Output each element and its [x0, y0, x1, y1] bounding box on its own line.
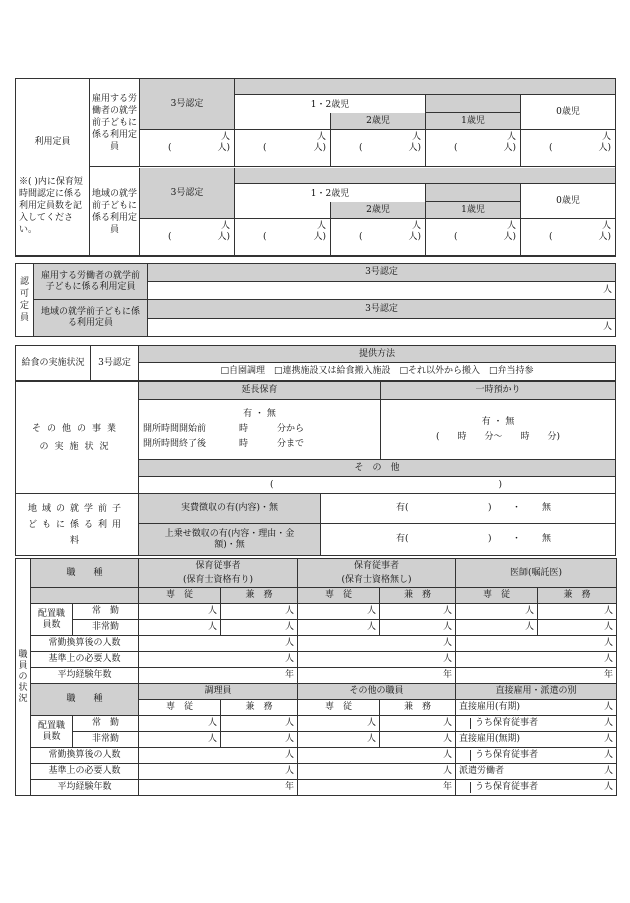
ninka-chiiki-label: 地域の就学前子どもに係る利用定員: [34, 300, 148, 337]
uchi-row-3[interactable]: うち保育従事者 人: [456, 780, 617, 796]
other-value[interactable]: [139, 477, 616, 494]
cell[interactable]: 年: [139, 668, 298, 684]
cell[interactable]: 人: [139, 764, 298, 780]
paren-open: (: [359, 232, 363, 242]
kyushoku-options[interactable]: □自園調理 □連携施設又は給食搬入施設 □それ以外から搬入 □弁当持参: [139, 363, 616, 381]
koyou-h12: 1・2歳児: [235, 95, 426, 130]
riyouryo-label: 地域の就学前子どもに係る利用料: [16, 494, 139, 556]
cell[interactable]: 人: [139, 716, 221, 732]
ninka-koyou-value[interactable]: 人: [148, 282, 616, 300]
ninka-teiin-table: [15, 263, 616, 337]
open-before-label: 開所時間開始前: [143, 424, 207, 434]
chiiki-value-3[interactable]: [426, 219, 521, 256]
h2-kenmu: 兼 務: [380, 588, 456, 604]
ishi-kenmu: 兼 務: [538, 588, 617, 604]
cell[interactable]: 人: [139, 604, 221, 620]
chiiki-h12-under: [235, 202, 331, 219]
value-unit: 人: [506, 221, 516, 231]
cell[interactable]: 人: [221, 620, 298, 636]
ninka-koyou-h3: 3号認定: [148, 264, 616, 282]
paren-close: 人): [408, 143, 421, 153]
kijun-label-2: 基準上の必要人数: [31, 764, 139, 780]
jippi-value[interactable]: 有( ) ・ 無: [321, 494, 616, 524]
kyushoku-sub: 3号認定: [91, 346, 139, 381]
open-after-ji: 時: [239, 439, 249, 449]
cell[interactable]: 人: [380, 604, 456, 620]
ishi-header: 医師(嘱託医): [456, 559, 617, 588]
chiiki-value-1[interactable]: [235, 219, 331, 256]
paren-open: (: [549, 232, 553, 242]
hoiku1-header: 保育従事者: [139, 559, 298, 574]
shokuin-table: [15, 558, 617, 796]
cell[interactable]: 年: [456, 668, 617, 684]
s-senju: 専 従: [298, 700, 380, 716]
cell[interactable]: 人: [139, 732, 221, 748]
other-open: (: [270, 479, 274, 490]
paren-close: 人): [408, 232, 421, 242]
chiiki-value-4[interactable]: [521, 219, 616, 256]
paren-close: 人): [217, 232, 230, 242]
value-unit: 人: [220, 132, 230, 142]
uwanose-label: 上乗せ徴収の有(内容・理由・金額)・無: [139, 524, 321, 556]
h2-senju: 専 従: [298, 588, 380, 604]
open-after-label: 開所時間終了後: [143, 439, 207, 449]
chiiki-h2: 2歳児: [331, 202, 426, 219]
c-kenmu: 兼 務: [221, 700, 298, 716]
chori-header: 調理員: [139, 684, 298, 700]
koyou-value-1[interactable]: [235, 130, 331, 167]
paren-open: (: [263, 143, 267, 153]
encho-umu[interactable]: 有 ・ 無: [243, 409, 276, 419]
cell[interactable]: 人: [298, 636, 456, 652]
ichiji-header: 一時預かり: [381, 382, 616, 400]
cell[interactable]: 人: [139, 620, 221, 636]
s-kenmu: 兼 務: [380, 700, 456, 716]
uchi-row-1[interactable]: うち保育従事者 人: [456, 716, 617, 732]
koyou-h2: 2歳児: [331, 113, 426, 130]
value-unit: 人: [506, 132, 516, 142]
koyou-gap: [426, 95, 521, 113]
paren-close: 人): [598, 143, 611, 153]
encho-header: 延長保育: [139, 382, 381, 400]
kijun-label-1: 基準上の必要人数: [31, 652, 139, 668]
cell[interactable]: 人: [221, 732, 298, 748]
other-header: そ の 他: [139, 460, 616, 477]
value-unit: 人: [316, 221, 326, 231]
choku-muki-row[interactable]: 直接雇用(無期) 人: [456, 732, 617, 748]
uwanose-value[interactable]: 有( ) ・ 無: [321, 524, 616, 556]
koyou-h3: 3号認定: [140, 79, 235, 130]
chiiki-h3: 3号認定: [140, 168, 235, 219]
haichi-label-1: 配置職員数: [31, 604, 73, 636]
paren-close: 人): [217, 143, 230, 153]
cell[interactable]: 年: [139, 780, 298, 796]
cell[interactable]: 人: [139, 652, 298, 668]
teiin-note: ※( )内に保育短時間認定に係る利用定員数を記入してください。: [19, 177, 83, 235]
chiiki-value-2[interactable]: [331, 219, 426, 256]
ichiji-cell[interactable]: [381, 400, 616, 460]
paren-open: (: [168, 232, 172, 242]
ninka-chiiki-value[interactable]: 人: [148, 319, 616, 337]
paren-open: (: [454, 143, 458, 153]
uchi-row-2[interactable]: うち保育従事者 人: [456, 748, 617, 764]
encho-cell[interactable]: [139, 400, 381, 460]
cell[interactable]: 人: [380, 732, 456, 748]
keiken-label-1: 平均経験年数: [31, 668, 139, 684]
hijokin-label-2: 非常勤: [73, 732, 139, 748]
chiiki-h1: 1歳児: [426, 202, 521, 219]
chiiki-label: 地域の就学前子どもに係る利用定員: [90, 168, 140, 256]
paren-close: 人): [313, 143, 326, 153]
shokushu-1: 職 種: [31, 559, 139, 588]
value-unit: 人: [411, 221, 421, 231]
open-before-fun: 分から: [277, 424, 305, 434]
value-unit: 人: [316, 132, 326, 142]
choku-yuki-row[interactable]: 直接雇用(有期) 人: [456, 700, 617, 716]
shokuin-label: 職員の状況: [16, 559, 31, 796]
riyou-teiin-section: [15, 78, 616, 257]
chiiki-value-0[interactable]: [140, 219, 235, 256]
open-after-fun: 分まで: [277, 439, 305, 449]
kansan-label-2: 常勤換算後の人数: [31, 748, 139, 764]
sonota-jigyo-label: その他の事業の実施状況: [16, 382, 139, 494]
paren-open: (: [359, 143, 363, 153]
cell[interactable]: 人: [139, 748, 298, 764]
jippi-label: 実費徴収の有(内容)・無: [139, 494, 321, 524]
kyushoku-table: [15, 345, 616, 381]
hijokin-label-1: 非常勤: [73, 620, 139, 636]
value-unit: 人: [601, 221, 611, 231]
other-close: ): [498, 479, 502, 490]
cell[interactable]: 人: [298, 732, 380, 748]
jokin-label-2: 常 勤: [73, 716, 139, 732]
paren-close: 人): [598, 232, 611, 242]
hoiku1-sub: (保育士資格有り): [139, 574, 298, 588]
cell[interactable]: 人: [298, 764, 456, 780]
cell[interactable]: 人: [298, 748, 456, 764]
koyou-label: 雇用する労働者の就学前子どもに係る利用定員: [90, 79, 140, 167]
cell[interactable]: 年: [298, 668, 456, 684]
koyou-value-0[interactable]: [140, 130, 235, 167]
koyou-band: [235, 79, 616, 95]
paren-close: 人): [503, 143, 516, 153]
c-senju: 専 従: [139, 700, 221, 716]
cell[interactable]: 人: [380, 620, 456, 636]
jokin-label-1: 常 勤: [73, 604, 139, 620]
value-unit: 人: [220, 221, 230, 231]
koyou-h12-under: [235, 113, 331, 130]
paren-open: (: [168, 143, 172, 153]
chiiki-h0: 0歳児: [521, 184, 616, 219]
haken-row[interactable]: 派遣労働者 人: [456, 764, 617, 780]
value-unit: 人: [411, 132, 421, 142]
paren-open: (: [263, 232, 267, 242]
chiiki-band: [235, 168, 616, 184]
cell[interactable]: 人: [538, 620, 617, 636]
cell[interactable]: 人: [139, 636, 298, 652]
cell[interactable]: 人: [221, 716, 298, 732]
ninka-chiiki-h3: 3号認定: [148, 300, 616, 319]
kyushoku-header: 提供方法: [139, 346, 616, 363]
cell[interactable]: 人: [456, 636, 617, 652]
haichi-label-2: 配置職員数: [31, 716, 73, 748]
cell[interactable]: 人: [298, 716, 380, 732]
koyou-value-2[interactable]: [331, 130, 426, 167]
ichiji-time[interactable]: ( 時 分～ 時 分): [435, 431, 561, 442]
cell[interactable]: 人: [298, 604, 380, 620]
riyouryo-table: [15, 493, 616, 556]
h1-kenmu: 兼 務: [221, 588, 298, 604]
paren-close: 人): [313, 232, 326, 242]
h1-senju: 専 従: [139, 588, 221, 604]
cell[interactable]: 人: [456, 652, 617, 668]
paren-open: (: [549, 143, 553, 153]
koyou-value-3[interactable]: [426, 130, 521, 167]
hoiku2-header: 保育従事者: [298, 559, 456, 574]
kansan-label-1: 常勤換算後の人数: [31, 636, 139, 652]
koyou-h1: 1歳児: [426, 113, 521, 130]
chiiki-gap: [426, 184, 521, 202]
teiin-label-cell: [16, 79, 90, 256]
keiken-label-2: 平均経験年数: [31, 780, 139, 796]
kyushoku-label: 給食の実施状況: [16, 346, 91, 381]
value-unit: 人: [601, 132, 611, 142]
ishi-senju: 専 従: [456, 588, 538, 604]
shokushu-2: 職 種: [31, 684, 139, 716]
cell[interactable]: 人: [538, 604, 617, 620]
sonota-header: その他の職員: [298, 684, 456, 700]
sonota-jigyo-table: [15, 381, 616, 494]
koyou-value-4[interactable]: [521, 130, 616, 167]
chiiki-h12: 1・2歳児: [235, 184, 426, 219]
cell[interactable]: 人: [298, 652, 456, 668]
cell[interactable]: 人: [456, 620, 538, 636]
koyou-h0: 0歳児: [521, 95, 616, 130]
chokusetsu-header: 直接雇用・派遣の別: [456, 684, 617, 700]
cell[interactable]: 年: [298, 780, 456, 796]
paren-close: 人): [503, 232, 516, 242]
cell[interactable]: 人: [298, 620, 380, 636]
hoiku2-sub: (保育士資格無し): [298, 574, 456, 588]
ninka-koyou-label: 雇用する労働者の就学前子どもに係る利用定員: [34, 264, 148, 300]
ichiji-umu[interactable]: 有 ・ 無: [481, 416, 515, 427]
cell[interactable]: 人: [380, 716, 456, 732]
ninka-label: 認可定員: [16, 264, 34, 337]
teiin-label: 利用定員: [34, 137, 71, 147]
paren-open: (: [454, 232, 458, 242]
cell[interactable]: 人: [456, 604, 538, 620]
open-before-ji: 時: [239, 424, 249, 434]
cell[interactable]: 人: [221, 604, 298, 620]
